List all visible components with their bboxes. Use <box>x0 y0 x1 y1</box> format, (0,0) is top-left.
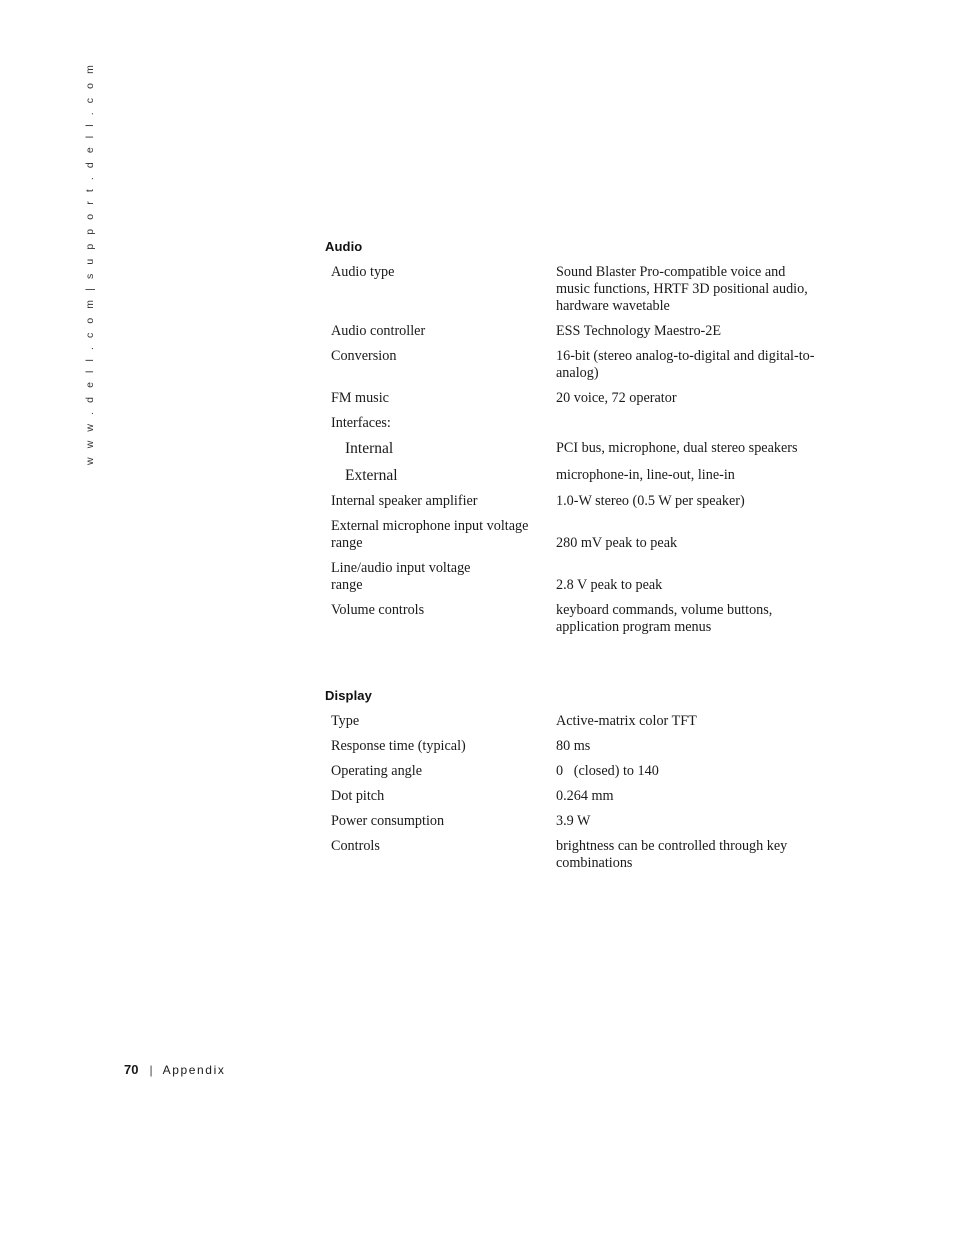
sidebar-url: w w w . d e l l . c o m | s u p p o r t . d e l l . c o m <box>84 62 96 465</box>
spec-label: Audio type <box>331 264 395 280</box>
spec-label: Interfaces: <box>331 415 391 431</box>
spec-value: 0.264 mm <box>556 788 614 804</box>
spec-value: brightness can be controlled through key combinations <box>556 838 788 871</box>
spec-label: Line/audio input voltage range <box>331 560 471 593</box>
spec-label: Dot pitch <box>331 788 385 804</box>
spec-value: 0 (closed) to 140 <box>556 763 659 779</box>
spec-value: PCI bus, microphone, dual stereo speakers <box>556 440 798 456</box>
spec-label: External microphone input voltage range <box>331 518 529 551</box>
spec-label: Conversion <box>331 348 397 364</box>
spec-value: ESS Technology Maestro-2E <box>556 323 722 339</box>
spec-label: Audio controller <box>331 323 426 339</box>
spec-label: Response time (typical) <box>331 738 466 754</box>
footer-separator: | <box>149 1063 153 1077</box>
spec-label: Volume controls <box>331 602 425 618</box>
spec-value: 2.8 V peak to peak <box>556 577 663 593</box>
spec-value: microphone-in, line-out, line-in <box>556 467 735 483</box>
spec-label: Type <box>331 713 360 729</box>
display-section-title: Display <box>325 688 372 703</box>
spec-value: 20 voice, 72 operator <box>556 390 677 406</box>
footer-section-name: Appendix <box>162 1063 226 1077</box>
spec-value: 16-bit (stereo analog-to-digital and digital-to-analog) <box>556 348 815 381</box>
page-number: 70 <box>124 1062 139 1077</box>
spec-label: FM music <box>331 390 389 406</box>
spec-label: Internal <box>345 440 394 457</box>
spec-label: Internal speaker amplifier <box>331 493 478 509</box>
spec-value: 3.9 W <box>556 813 591 829</box>
spec-label: Controls <box>331 838 380 854</box>
spec-value: 1.0-W stereo (0.5 W per speaker) <box>556 493 745 509</box>
spec-label: External <box>345 467 398 484</box>
spec-label: Power consumption <box>331 813 445 829</box>
spec-value: 280 mV peak to peak <box>556 535 678 551</box>
spec-value: Sound Blaster Pro-compatible voice and music functions, HRTF 3D positional audio, hardware wavetable <box>556 264 808 314</box>
spec-value: keyboard commands, volume buttons, application program menus <box>556 602 773 635</box>
spec-value: Active-matrix color TFT <box>556 713 697 729</box>
spec-label: Operating angle <box>331 763 422 779</box>
spec-value: 80 ms <box>556 738 591 754</box>
page-footer <box>124 1062 225 1077</box>
audio-section-title: Audio <box>325 239 363 254</box>
